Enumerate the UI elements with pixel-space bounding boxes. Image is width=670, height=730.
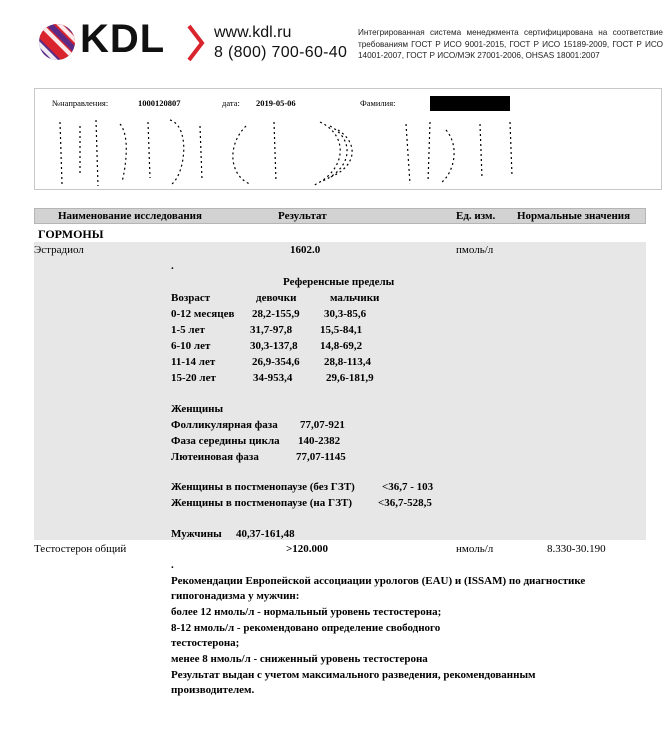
testosterone-result: >120.000 <box>286 543 329 555</box>
website-link[interactable]: www.kdl.ru <box>214 24 292 41</box>
certification-text: Интегрированная система менеджмента сертифицирована на соответствие требованиям ГОСТ Р ИСО 9001-2015, ГОСТ Р ИСО 15189-2009, ГОСТ Р ИСО 14001-2007, ГОСТ Р ИСО/МЭК 27001-2006, OHSAS 18001:2007 <box>358 28 663 60</box>
ref-row-girls: 31,7-97,8 <box>250 324 293 336</box>
estradiol-dot: . <box>171 260 174 272</box>
estradiol-unit: пмоль/л <box>456 244 494 256</box>
chevron-right-icon <box>186 24 206 62</box>
ref-row-girls: 28,2-155,9 <box>252 308 300 320</box>
women-label: Женщины <box>171 403 224 415</box>
header-name: Наименование исследования <box>58 210 202 222</box>
ref-row-age: 0-12 месяцев <box>171 308 235 320</box>
kdl-logo-text: KDL <box>80 17 166 61</box>
header-unit: Ед. изм. <box>456 210 496 222</box>
men-label: Мужчины <box>171 528 222 540</box>
testosterone-name: Тестостерон общий <box>34 543 127 555</box>
ref-boys-header: мальчики <box>330 292 380 304</box>
ref-girls-header: девочки <box>256 292 297 304</box>
referral-label: №направления: <box>52 98 109 108</box>
ref-row-age: 1-5 лет <box>171 324 205 336</box>
phase-name: Фаза середины цикла <box>171 435 280 447</box>
redaction-scribble <box>50 116 530 188</box>
note-line: тестостерона; <box>171 637 240 649</box>
estradiol-name: Эстрадиол <box>34 244 84 256</box>
testosterone-normal: 8.330-30.190 <box>547 543 606 555</box>
men-value: 40,37-161,48 <box>236 528 295 540</box>
phase-value: 140-2382 <box>298 435 341 447</box>
ref-row-age: 11-14 лет <box>171 356 216 368</box>
redaction-bar <box>430 96 510 111</box>
ref-row-boys: 30,3-85,6 <box>324 308 367 320</box>
postmeno-name: Женщины в постменопаузе (на ГЗТ) <box>171 497 353 509</box>
referral-value: 1000120807 <box>138 98 181 108</box>
note-line: Результат выдан с учетом максимального разведения, рекомендованным <box>171 669 536 681</box>
note-line: более 12 нмоль/л - нормальный уровень тестостерона; <box>171 606 442 618</box>
note-line: производителем. <box>171 684 255 696</box>
postmeno-value: <36,7-528,5 <box>378 497 432 509</box>
testosterone-dot: . <box>171 559 174 571</box>
ref-row-girls: 34-953,4 <box>253 372 293 384</box>
phase-name: Фолликулярная фаза <box>171 419 278 431</box>
date-label: дата: <box>222 98 240 108</box>
date-value: 2019-05-06 <box>256 98 296 108</box>
phase-value: 77,07-921 <box>300 419 345 431</box>
header-result: Результат <box>278 210 327 222</box>
ref-row-boys: 15,5-84,1 <box>320 324 363 336</box>
surname-label: Фамилия: <box>360 98 396 108</box>
phase-name: Лютеиновая фаза <box>171 451 259 463</box>
testosterone-unit: нмоль/л <box>456 543 494 555</box>
ref-row-girls: 30,3-137,8 <box>250 340 298 352</box>
phase-value: 77,07-1145 <box>296 451 346 463</box>
ref-row-boys: 14,8-69,2 <box>320 340 363 352</box>
postmeno-name: Женщины в постменопаузе (без ГЗТ) <box>171 481 355 493</box>
ref-row-age: 15-20 лет <box>171 372 216 384</box>
ref-row-boys: 29,6-181,9 <box>326 372 374 384</box>
kdl-logo-icon <box>38 23 76 61</box>
ref-age-header: Возраст <box>171 292 211 304</box>
ref-row-age: 6-10 лет <box>171 340 211 352</box>
ref-row-boys: 28,8-113,4 <box>324 356 372 368</box>
section-title: ГОРМОНЫ <box>38 227 104 241</box>
phone-number: 8 (800) 700-60-40 <box>214 44 348 61</box>
note-line: Рекомендации Европейской ассоциации урологов (EAU) и (ISSAM) по диагностике <box>171 575 586 587</box>
note-line: гипогонадизма у мужчин: <box>171 590 300 602</box>
note-line: менее 8 нмоль/л - сниженный уровень тестостерона <box>171 653 428 665</box>
ref-row-girls: 26,9-354,6 <box>252 356 300 368</box>
postmeno-value: <36,7 - 103 <box>382 481 434 493</box>
header-normal: Нормальные значения <box>517 210 631 222</box>
ref-title: Референсные пределы <box>283 276 395 288</box>
note-line: 8-12 нмоль/л - рекомендовано определение свободного <box>171 622 441 634</box>
estradiol-result: 1602.0 <box>290 244 321 256</box>
